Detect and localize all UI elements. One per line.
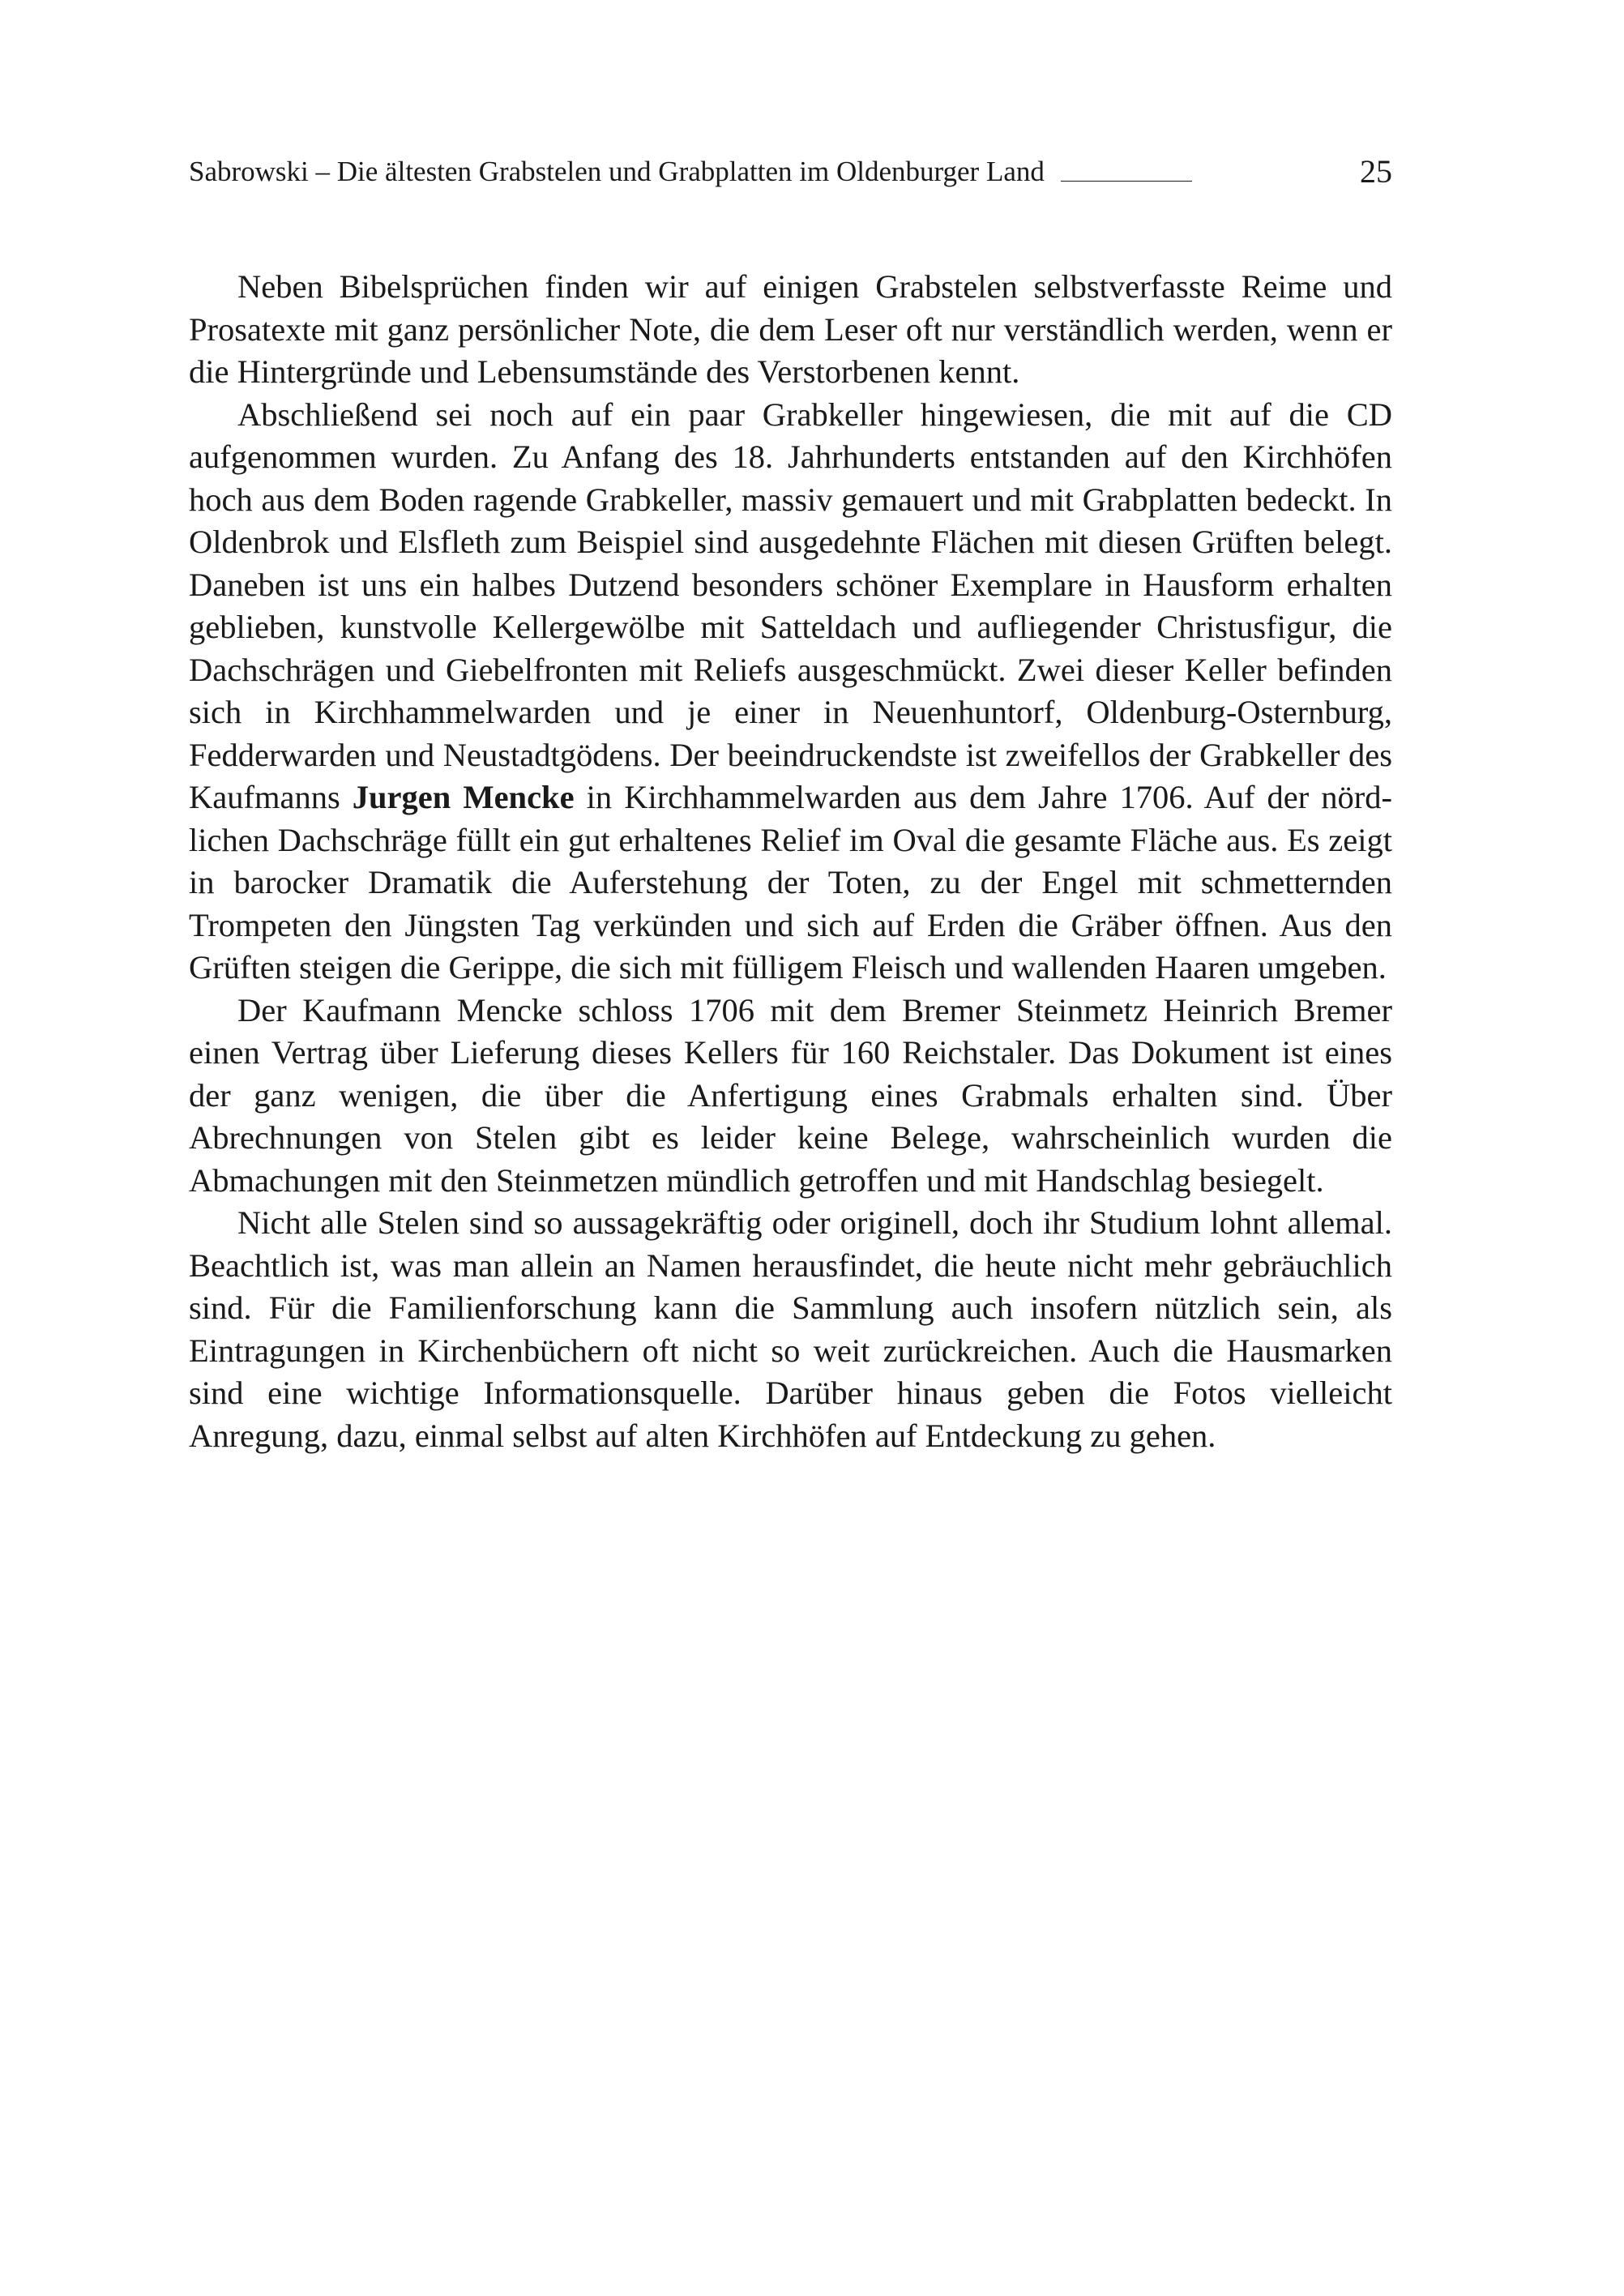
paragraph-4: Nicht alle Stelen sind so aussagekräftig oder originell, doch ihr Studium lohnt allemal. Beachtlich ist, was man allein an Namen herausfindet, die heute nicht mehr gebräuchlich sind. Für die Familienforschung kann die Sammlung auch insofern nützlich sein, als Eintragungen in Kirchenbüchern oft nicht so weit zurückreichen. Auch die Hausmarken sind eine wichtige Informationsquelle. Darüber hinaus geben die Fotos vielleicht Anregung, dazu, einmal selbst auf alten Kirchhöfen auf Entdeckung zu gehen.: [189, 1204, 1392, 1454]
running-head: [189, 151, 1392, 193]
paragraph-3: Der Kaufmann Mencke schloss 1706 mit dem Bremer Steinmetz Heinrich Bremer einen Vertrag über Lieferung dieses Kellers für 160 Reichstaler. Das Dokument ist eines der ganz wenigen, die über die Anfertigung eines Grabmals erhalten sind. Über Abrechnungen von Stelen gibt es leider keine Belege, wahrscheinlich wurden die Abmachungen mit den Steinmetzen mündlich getroffen und mit Handschlag besiegelt.: [189, 991, 1392, 1199]
running-head-rule: [1061, 181, 1192, 182]
page-number: 25: [1360, 153, 1392, 190]
paragraph-1: Neben Bibelsprüchen finden wir auf einigen Grabstelen selbstverfasste Reime und Prosatexte mit ganz persönlicher Note, die dem Leser oft nur verständlich werden, wenn er die Hintergründe und Lebensumstände des Verstorbenen kennt.: [189, 268, 1392, 390]
paragraph-2-text-before: Abschließend sei noch auf ein paar Grabkeller hingewiesen, die mit auf die CD aufgenommen wurden. Zu Anfang des 18. Jahrhunderts entstanden auf den Kirchhöfen hoch aus dem Boden ragende Grabkeller, massiv gemauert und mit Grabplatten bedeckt. In Oldenbrok und Elsfleth zum Beispiel sind ausgedehnte Flächen mit diesen Grüften belegt. Daneben ist uns ein halbes Dutzend besonders schöner Exemplare in Hausform erhalten geblieben, kunstvolle Kellergewölbe mit Satteldach und aufliegender Christusfigur, die Dachschrägen und Giebelfronten mit Reliefs ausgeschmückt. Zwei dieser Keller befinden sich in Kirchhammelwarden und je einer in Neuenhuntorf, Oldenburg-Osternburg, Fedderwarden und Neustadtgödens. Der beeindruckendste ist zweifellos der Grabkeller des Kaufmanns: [189, 395, 1392, 815]
running-head-title: Sabrowski – Die ältesten Grabstelen und Grabplatten im Oldenburger Land: [189, 156, 1045, 187]
body-text: [189, 266, 1392, 1457]
person-name-bold: Jurgen Mencke: [352, 779, 575, 815]
paragraph-2-text-after: in Kirchhammelwarden aus dem Jahre 1706. Auf der nördlichen Dachschräge füllt ein gut erhaltenes Relief im Oval die gesamte Fläche aus. Es zeigt in barocker Dramatik die Auferstehung der Toten, zu der Engel mit schmetternden Trompeten den Jüngsten Tag verkünden und sich auf Erden die Gräber öffnen. Aus den Grüften steigen die Gerippe, die sich mit fülligem Fleisch und wallenden Haaren umgeben.: [189, 779, 1393, 986]
paragraph-2: [189, 394, 1392, 990]
